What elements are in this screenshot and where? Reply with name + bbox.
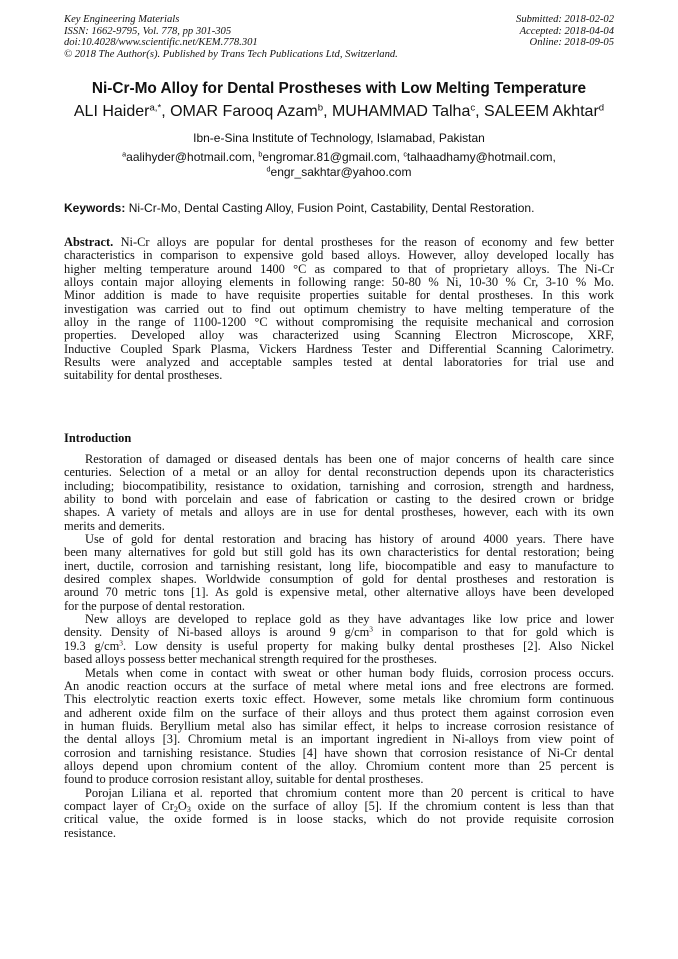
text-line [64, 249, 614, 262]
line-text: An anodic reaction occurs at the surface of metal where metal ions and free electrons are formed. [64, 678, 614, 693]
author-name: OMAR Farooq Azam [170, 103, 318, 120]
affiliation-mark: d [598, 102, 605, 114]
introduction-body [64, 453, 614, 840]
text-line [64, 520, 614, 533]
line-text: higher melting temperature around 1400 °C as compared to that of proprietary alloys. The Ni-Cr [64, 261, 614, 276]
text-line [64, 276, 614, 289]
text-line [64, 586, 614, 599]
keywords [64, 201, 534, 215]
line-text: shapes. A variety of metals and alloys are in use for dental prostheses, however, each with its own [64, 505, 614, 520]
line-text: Metals when come in contact with sweat or other human body fluids, corrosion process occurs. [85, 665, 614, 680]
email-address: aalihyder@hotmail.com [126, 150, 252, 164]
text-line [64, 626, 614, 639]
line-text: alloys depend upon chromium content of the alloy. Chromium content more than 25 percent is [64, 758, 614, 773]
line-text: . Low density is useful property for making bulky dental prostheses [2]. Also Nickel [122, 638, 615, 653]
line-text: alloys contain major alloying elements in following range: 50-80 % Ni, 10-30 % Cr, 3-10 % Mo. [64, 275, 614, 290]
line-text: ability to bond with porcelain and ease of fabrication or casting to the desired crown or bridge [64, 492, 614, 507]
line-text: alloy in the range of 1100-1200 °C without compromising the requisite mechanical and corrosion [64, 315, 614, 330]
text-line [64, 760, 614, 773]
paragraph [64, 787, 614, 840]
submitted-date: Submitted: 2018-02-02 [516, 14, 614, 25]
journal-name: Key Engineering Materials [64, 14, 180, 25]
email-address: talhaadhamy@hotmail.com [406, 150, 553, 164]
line-text: density. Density of Ni-based alloys is around 9 g/cm [64, 625, 370, 640]
line-text: merits and demerits. [64, 518, 165, 533]
paragraph [64, 667, 614, 787]
journal-info [64, 14, 398, 60]
text-line [64, 813, 614, 826]
copyright: © 2018 The Author(s). Published by Trans Tech Publications Ltd, Switzerland. [64, 48, 398, 60]
text-line [64, 480, 614, 493]
line-text: O [177, 798, 187, 813]
line-text: Inductive Coupled Spark Plasma, Vickers Hardness Tester and Differential Scanning Calorimetry. [64, 341, 614, 356]
text-line [64, 640, 614, 653]
line-text: resistance. [64, 825, 116, 840]
paragraph [64, 453, 614, 533]
abstract-label: Abstract. [64, 235, 114, 249]
text-line [64, 289, 614, 302]
superscript: 3 [119, 638, 123, 648]
dates-info [516, 14, 614, 49]
line-text: including; biocompatibility, resistance to oxidation, tarnishing and corrosion, strength and hardness, [64, 478, 614, 493]
line-text: in human fluids. Beryllium metal also has similar effect, it helps to increase corrosion resistance of [64, 718, 614, 733]
affiliation-mark: c [470, 102, 476, 114]
line-text: Results were analyzed and acceptable samples tested at dental laboratories for trial use and [64, 355, 614, 370]
text-line [64, 506, 614, 519]
text-line [64, 600, 614, 613]
line-text: compact layer of Cr [64, 798, 174, 813]
line-text: critical value, the oxide formed is in loose stacks, which do not provide requisite corrosion [64, 812, 614, 827]
text-line [64, 573, 614, 586]
text-line [64, 316, 614, 329]
email-address: engromar.81@gmail.com [262, 150, 397, 164]
text-line [64, 800, 614, 813]
line-text: properties. Developed alloy was characterized using Scanning Electron Microscope, XRF, [64, 328, 614, 343]
text-line [64, 303, 614, 316]
text-line [64, 773, 614, 786]
text-line [64, 533, 614, 546]
line-text: for the purpose of dental restoration. [64, 598, 245, 613]
subscript: 3 [186, 804, 191, 814]
text-line [64, 356, 614, 369]
line-text: characteristics in comparison to expensive gold based alloys. However, alloy developed locally has [64, 248, 614, 263]
text-line [64, 493, 614, 506]
line-text: Ni-Cr alloys are popular for dental prostheses for the reason of economy and few better [113, 235, 614, 249]
text-line [64, 693, 614, 706]
line-text: oxide on the surface of alloy [5]. If the chromium content is less than that [190, 798, 614, 813]
email-mark: a [122, 149, 127, 159]
text-line [64, 653, 614, 666]
superscript: 3 [369, 625, 373, 635]
author-name: SALEEM Akhtar [484, 103, 599, 120]
line-text: suitability for dental prostheses. [64, 368, 223, 383]
line-text: centuries. Selection of a metal or an alloy for dental reconstruction depends upon its characteristics [64, 465, 614, 480]
text-line [64, 733, 614, 746]
text-line [64, 466, 614, 479]
text-line [64, 667, 614, 680]
line-text: and adherent oxide film on the surface of their alloys and thus protect them against corrosion even [64, 705, 614, 720]
text-line [64, 747, 614, 760]
line-text: investigation was carried out to find out optimum chemistry to have melting temperature of the [64, 301, 614, 316]
email-mark: d [266, 164, 271, 174]
author-list: ALI Haider$^{a,*}$, OMAR Farooq Azam$^b$, MUHAMMAD Talha$^c$, SALEEM Akhtar$^d$ [73, 102, 605, 120]
paragraph [64, 533, 614, 613]
text-line [64, 263, 614, 276]
line-text: based alloys possess better mechanical strength required for the prostheses. [64, 652, 437, 667]
text-line [64, 329, 614, 342]
paragraph [64, 613, 614, 666]
text-line [64, 343, 614, 356]
keywords-label: Keywords: [64, 201, 126, 215]
email-address: engr_sakhtar@yahoo.com [270, 164, 412, 179]
affiliation: Ibn-e-Sina Institute of Technology, Islamabad, Pakistan [193, 131, 485, 145]
abstract [64, 236, 614, 383]
author-name: ALI Haider [73, 103, 150, 120]
line-text: in comparison to that for gold which is [372, 625, 615, 640]
line-text: 19.3 g/cm [64, 638, 120, 653]
affiliation-mark: a,* [149, 102, 162, 114]
section-heading-introduction: Introduction [64, 431, 132, 445]
text-line [64, 787, 614, 800]
email-mark: c [403, 149, 407, 159]
text-line [64, 369, 614, 382]
text-line [64, 560, 614, 573]
online-date: Online: 2018-09-05 [529, 37, 614, 49]
affiliation-mark: b [317, 102, 324, 114]
paper-title: Ni-Cr-Mo Alloy for Dental Prostheses with Low Melting Temperature [91, 80, 587, 97]
subscript: 2 [173, 804, 178, 814]
doi: doi:10.4028/www.scientific.net/KEM.778.301 [64, 37, 258, 49]
line-text: around 70 metric tons [1]. As gold is expensive metal, other alternative alloys have been developed [64, 585, 614, 600]
line-text: inert, ductile, corrosion and tarnishing resistant, long life, biocompatible and easy to manufacture to [64, 558, 614, 573]
text-line [64, 827, 614, 840]
email-list: $^a$aalihyder@hotmail.com, $^b$engromar.81@gmail.com, $^c$talhaadhamy@hotmail.com, $^d$engr_sakhtar@yahoo.com [122, 149, 556, 179]
line-text: found to produce corrosion resistant alloy, suitable for dental prostheses. [64, 772, 424, 787]
line-text: the dental alloys [3]. Chromium metal is an important ingredient in Ni-alloys from view point of [64, 732, 614, 747]
text-line [64, 680, 614, 693]
text-line [64, 236, 614, 249]
text-line [64, 720, 614, 733]
text-line [64, 546, 614, 559]
line-text: Minor addition is made to have requisite properties suitable for dental prostheses. In this work [64, 288, 614, 303]
accepted-date: Accepted: 2018-04-04 [519, 25, 614, 37]
line-text: desired complex shapes. Worldwide consumption of gold for dental prostheses and restoration is [64, 572, 614, 587]
line-text: Porojan Liliana et al. reported that chromium content more than 20 percent is critical to have [85, 785, 614, 800]
email-mark: b [258, 149, 263, 159]
line-text: This electrolytic reaction exerts toxic effect. However, some metals like chromium form continuous [64, 692, 614, 707]
keywords-text: Ni-Cr-Mo, Dental Casting Alloy, Fusion Point, Castability, Dental Restoration. [128, 201, 535, 215]
line-text: New alloys are developed to replace gold as they have advantages like low price and lower [85, 612, 614, 627]
text-line [64, 453, 614, 466]
author-name: MUHAMMAD Talha [331, 103, 471, 120]
line-text: corrosion and tarnishing resistance. Studies [4] have shown that corrosion resistance of Ni-Cr dental [64, 745, 614, 760]
line-text: Use of gold for dental restoration and bracing has history of around 4000 years. There have [85, 532, 614, 547]
issn: ISSN: 1662-9795, Vol. 778, pp 301-305 [64, 25, 232, 37]
line-text: been many alternatives for gold but still gold has its own characteristics for dental restoration; being [64, 545, 614, 560]
text-line [64, 707, 614, 720]
line-text: Restoration of damaged or diseased dentals has been one of major concerns of health care since [85, 452, 614, 466]
